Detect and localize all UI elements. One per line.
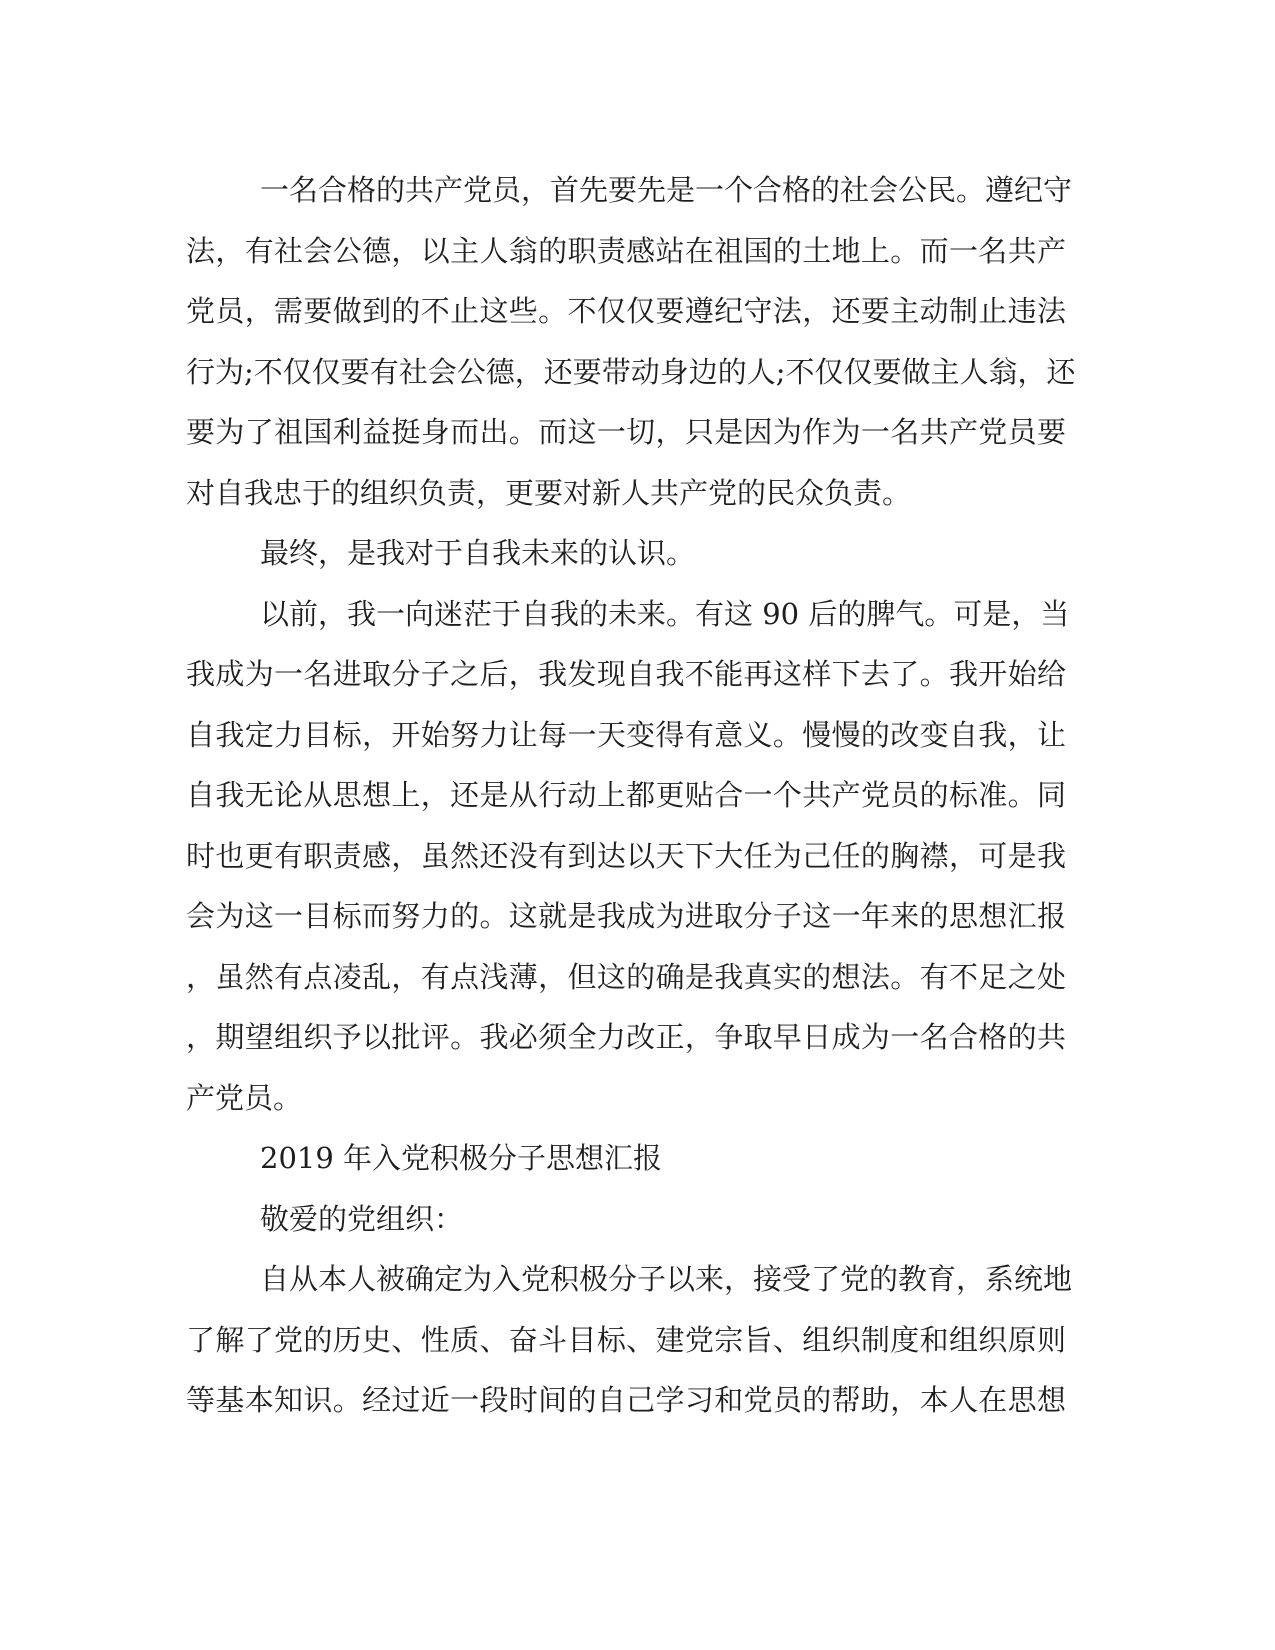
text-line: 我成为一名进取分子之后，我发现自我不能再这样下去了。我开始给 (186, 657, 1066, 691)
text-line: 对自我忠于的组织负责，更要对新人共产党的民众负责。 (186, 475, 912, 510)
text-line: 敬爱的党组织： (260, 1201, 464, 1236)
text-line: 行为;不仅仅要有社会公德，还要带动身边的人;不仅仅要做主人翁，还 (186, 354, 1076, 389)
text-line: 2019 年入党积极分子思想汇报 (260, 1141, 663, 1175)
text-line: ，期望组织予以批评。我必须全力改正，争取早日成为一名合格的共 (186, 1020, 1066, 1054)
text-line: 等基本知识。经过近一段时间的自己学习和党员的帮助，本人在思想 (186, 1383, 1066, 1417)
text-line: 一名合格的共产党员，首先要先是一个合格的社会公民。遵纪守 (260, 173, 1073, 207)
text-line: 自我无论从思想上，还是从行动上都更贴合一个共产党员的标准。同 (186, 778, 1066, 812)
text-line: 时也更有职责感，虽然还没有到达以天下大任为己任的胸襟，可是我 (186, 838, 1066, 873)
text-line: 了解了党的历史、性质、奋斗目标、建党宗旨、组织制度和组织原则 (186, 1322, 1066, 1357)
document-body (186, 160, 1076, 1431)
text-line: 自从本人被确定为入党积极分子以来，接受了党的教育，系统地 (260, 1262, 1073, 1296)
text-line: 党员，需要做到的不止这些。不仅仅要遵纪守法，还要主动制止违法 (186, 294, 1066, 328)
text-line: 自我定力目标，开始努力让每一天变得有意义。慢慢的改变自我，让 (186, 717, 1066, 752)
text-line: 要为了祖国利益挺身而出。而这一切，只是因为作为一名共产党员要 (186, 415, 1066, 449)
text-line: 最终，是我对于自我未来的认识。 (260, 536, 696, 570)
text-line: 会为这一目标而努力的。这就是我成为进取分子这一年来的思想汇报 (186, 899, 1066, 933)
text-line: 产党员。 (186, 1080, 303, 1115)
text-line: 法，有社会公德，以主人翁的职责感站在祖国的土地上。而一名共产 (186, 233, 1066, 268)
text-line: 以前，我一向迷茫于自我的未来。有这 90 后的脾气。可是，当 (260, 596, 1070, 631)
text-line: ，虽然有点凌乱，有点浅薄，但这的确是我真实的想法。有不足之处 (186, 959, 1066, 994)
